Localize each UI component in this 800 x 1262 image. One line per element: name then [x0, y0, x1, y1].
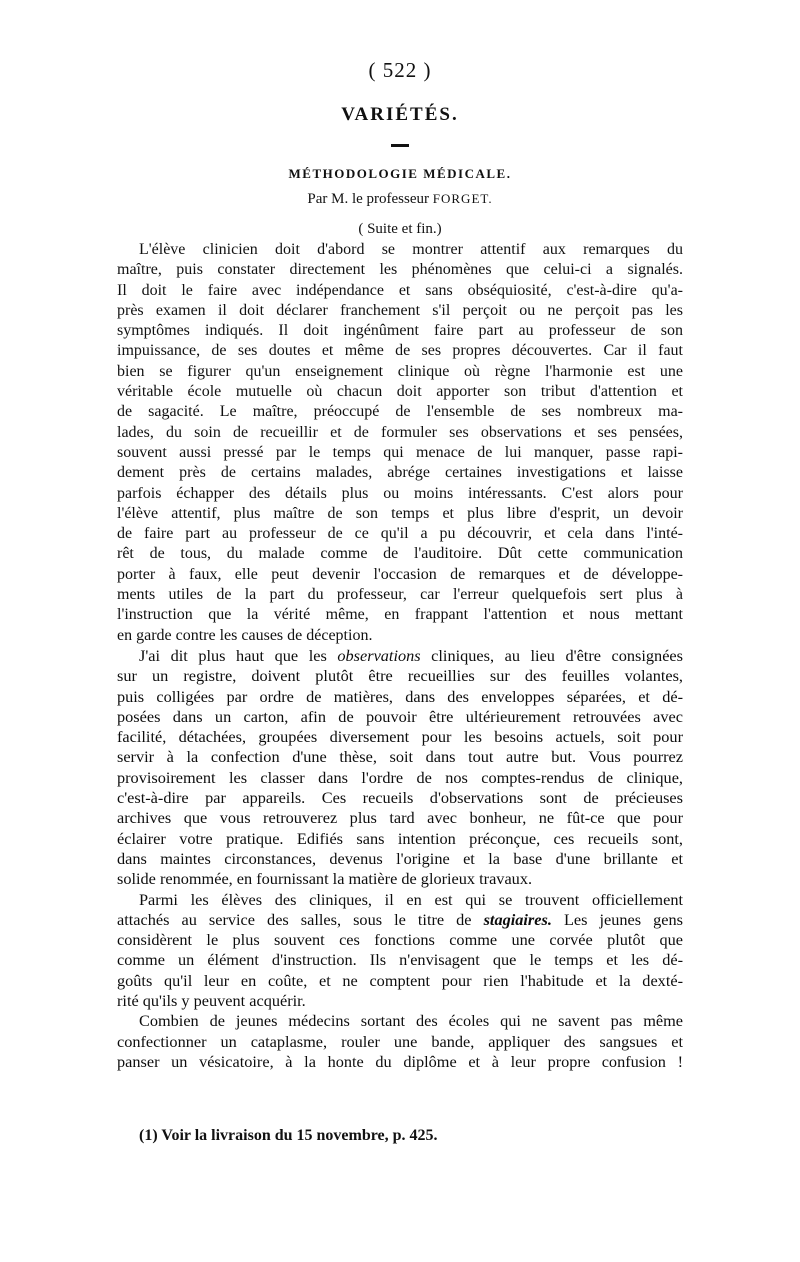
text-segment: J'ai dit plus haut que les: [139, 645, 338, 665]
page-number: ( 522 ): [368, 58, 432, 82]
text-line: dans maintes circonstances, devenus l'origine et la base d'une brillante et: [117, 848, 683, 868]
text-line: de sagacité. Le maître, préoccupé de l'ensemble de ses nombreux ma-: [117, 403, 683, 421]
text-line: l'élève attentif, plus maître de son temps et plus libre d'esprit, un devoir: [117, 504, 683, 522]
text-line: considèrent le plus souvent ces fonctions comme une corvée plutôt que: [117, 930, 683, 950]
text-line: de faire part au professeur de ce qu'il a pu découvrir, et cela dans l'inté-: [117, 525, 683, 543]
text-line: rité qu'ils y peuvent acquérir.: [117, 990, 306, 1010]
text-segment: cliniques, au lieu d'être consignées: [420, 645, 683, 665]
text-line: [117, 910, 683, 930]
italic-term: stagiaires.: [483, 909, 552, 929]
text-line: [117, 646, 683, 666]
text-line: Il doit le faire avec indépendance et sans obséquiosité, c'est-à-dire qu'a-: [117, 281, 683, 299]
text-line: lades, du soin de recueillir et de formuler ses observations et ses pensées,: [117, 423, 683, 441]
text-line: archives que vous retrouverez plus tard avec bonheur, ne fût-ce que pour: [117, 808, 683, 828]
text-line: provisoirement les classer dans l'ordre de nos comptes-rendus de clinique,: [117, 767, 683, 787]
text-line: ments utiles de la part du professeur, car l'erreur quelquefois sert plus à: [117, 586, 683, 604]
text-line: sur un registre, doivent plutôt être recueillies sur des feuilles volantes,: [117, 666, 683, 686]
footnote: (1) Voir la livraison du 15 novembre, p. 425.: [139, 1127, 438, 1144]
text-line: véritable école mutuelle où chacun doit apporter son tribut d'attention et: [117, 383, 683, 401]
text-line: rêt de tous, du malade comme de l'auditoire. Dût cette communication: [117, 545, 683, 563]
byline-author: FORGET.: [432, 191, 493, 206]
text-line: en garde contre les causes de déception.: [117, 626, 373, 644]
text-line: bien se figurer qu'un enseignement clinique où règne l'harmonie est une: [117, 362, 683, 380]
text-line: goûts qu'il leur en coûte, et ne comptent pour rien l'habitude et la dexté-: [117, 970, 683, 990]
text-line: l'instruction que la vérité même, en frappant l'attention et nous mettant: [117, 606, 683, 624]
text-line: éclairer votre pratique. Edifiés sans intention préconçue, ces recueils sont,: [117, 828, 683, 848]
text-line: confectionner un cataplasme, rouler une bande, appliquer des sangsues et: [117, 1031, 683, 1051]
article-title: MÉTHODOLOGIE MÉDICALE.: [288, 166, 512, 181]
paragraph-3: [117, 890, 683, 1012]
text-line: solide renommée, en fournissant la matière de glorieux travaux.: [117, 869, 533, 889]
paragraph-4: [117, 1011, 683, 1072]
section-title: VARIÉTÉS.: [341, 104, 459, 125]
text-line: servir à la confection d'une thèse, soit dans tout autre but. Vous pourrez: [117, 747, 683, 767]
text-segment: attachés au service des salles, sous le titre de: [117, 909, 484, 929]
byline: [0, 191, 800, 208]
text-line: parfois échapper des détails plus ou moins intéressants. C'est alors pour: [117, 484, 683, 502]
paragraph-2: [117, 646, 683, 890]
text-line: comme un élément d'instruction. Ils n'envisagent que le temps et les dé-: [117, 950, 683, 970]
text-line: facilité, détachées, groupées diversement pour les besoins actuels, soit pour: [117, 727, 683, 747]
text-line: dement près de certains malades, abrége certaines investigations et laisse: [117, 464, 683, 482]
italic-term: observations: [337, 645, 421, 665]
text-line: maître, puis constater directement les phénomènes que celui-ci a signalés.: [117, 261, 683, 279]
text-line: porter à faux, elle peut devenir l'occasion de remarques et de développe-: [117, 565, 683, 583]
article-body: [117, 240, 683, 1072]
text-line: posées dans un carton, afin de pouvoir être ultérieurement retrouvées avec: [117, 706, 683, 726]
text-line: Parmi les élèves des cliniques, il en est qui se trouvent officiellement: [139, 889, 683, 909]
text-line: L'élève clinicien doit d'abord se montrer attentif aux remarques du: [139, 241, 683, 258]
text-line: puis colligées par ordre de matières, dans des enveloppes séparées, et dé-: [117, 686, 683, 706]
text-line: souvent aussi pressé par le temps qui menace de lui manquer, passe rapi-: [117, 443, 683, 461]
text-segment: Les jeunes gens: [551, 909, 683, 929]
text-line: symptômes indiqués. Il doit ingénûment faire part au professeur de son: [117, 322, 683, 340]
text-line: Combien de jeunes médecins sortant des écoles qui ne savent pas même: [139, 1011, 683, 1031]
text-line: près examen il doit déclarer franchement s'il perçoit ou ne perçoit pas les: [117, 301, 683, 319]
paragraph-1: [117, 240, 683, 646]
text-line: panser un vésicatoire, à la honte du diplôme et à leur propre confusion !: [117, 1051, 683, 1071]
subtitle: ( Suite et fin.): [358, 221, 442, 237]
title-rule: [391, 144, 409, 147]
text-line: impuissance, de ses doutes et même de ses propres découvertes. Car il faut: [117, 342, 683, 360]
text-line: c'est-à-dire par appareils. Ces recueils d'observations sont de précieuses: [117, 788, 683, 808]
byline-prefix: Par M. le professeur: [307, 191, 430, 207]
